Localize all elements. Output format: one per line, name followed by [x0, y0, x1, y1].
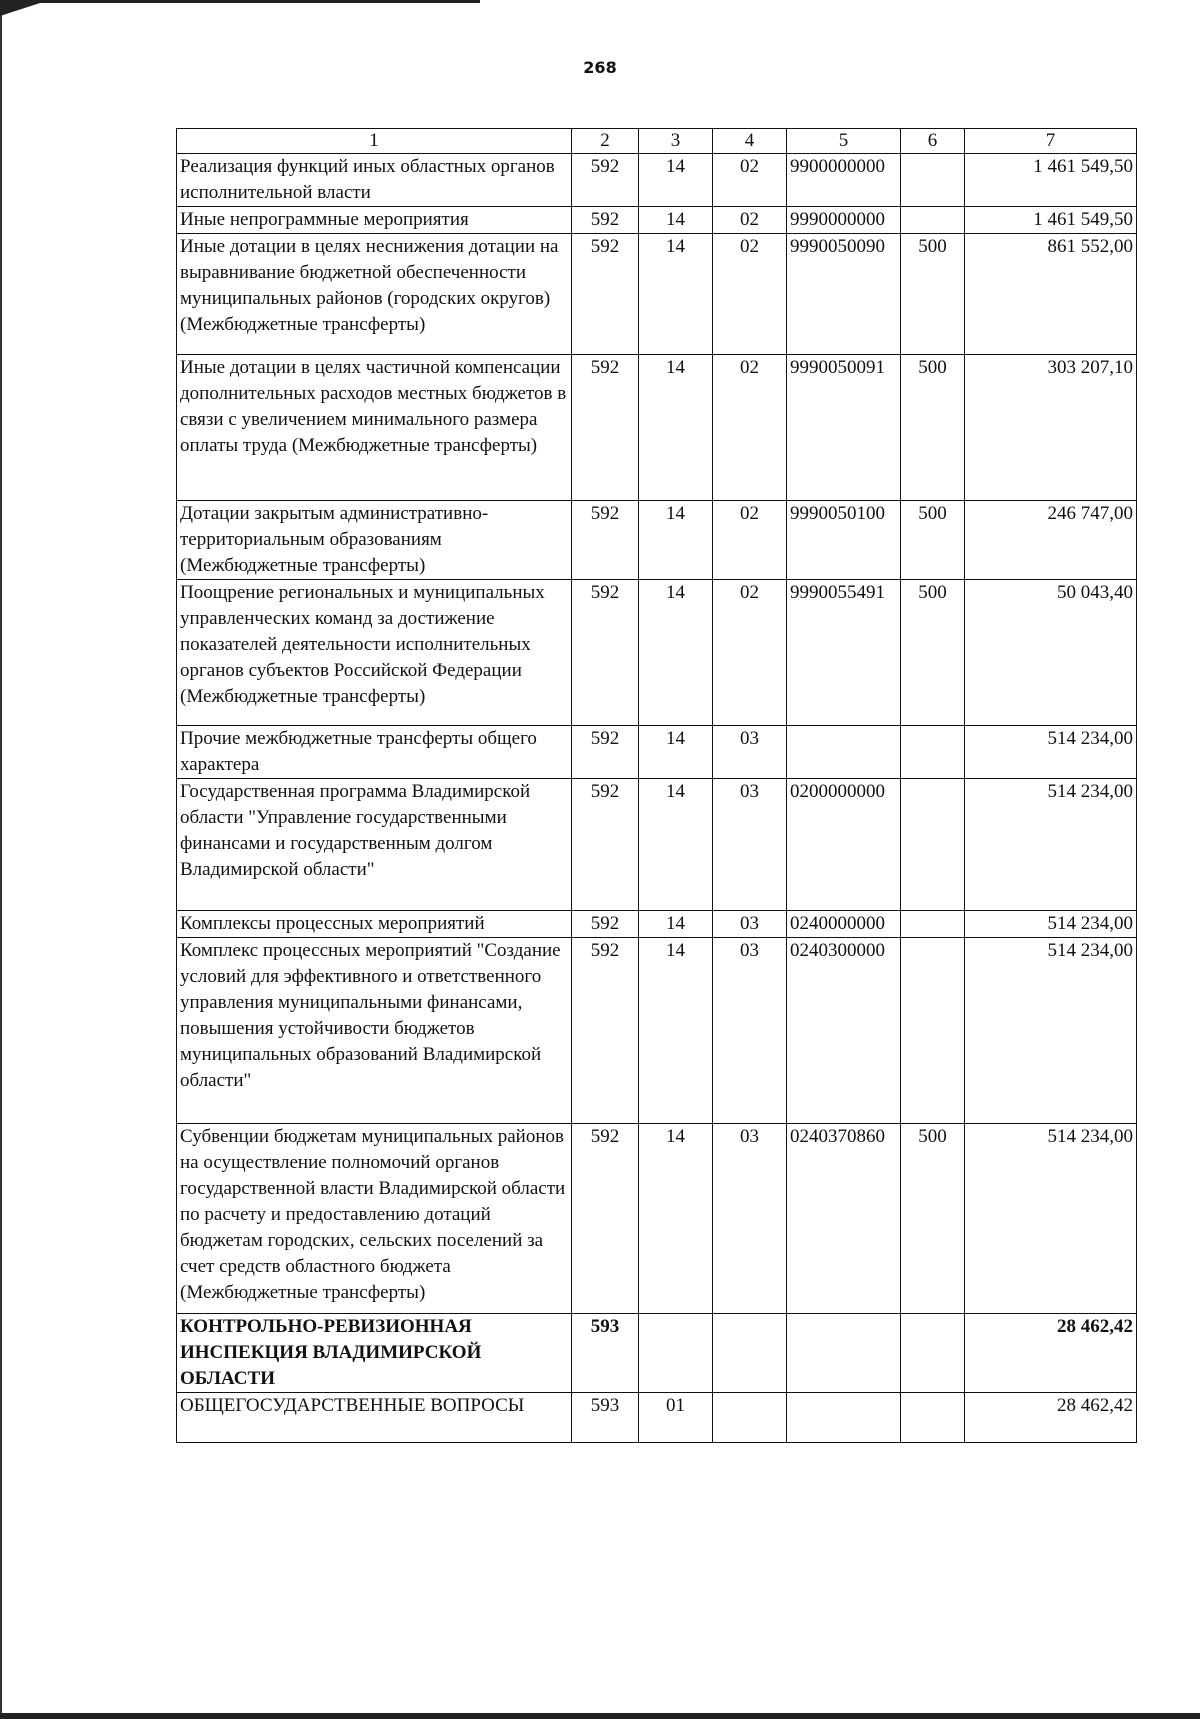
row-subsection-cell: 02 [713, 501, 787, 580]
row-section-cell: 14 [639, 580, 713, 726]
scan-bottom-edge [0, 1713, 1200, 1719]
table-row [177, 938, 1137, 1124]
row-code-cell: 592 [572, 154, 639, 207]
row-name-cell: Иные дотации в целях частичной компенсации дополнительных расходов местных бюджетов в связи с увеличением минимального размера оплаты труда (Межбюджетные трансферты) [177, 355, 572, 501]
header-col-6: 6 [901, 129, 965, 154]
row-subsection-cell: 02 [713, 154, 787, 207]
table-row [177, 1393, 1137, 1443]
row-target-cell [787, 1314, 901, 1393]
row-target-cell: 0240370860 [787, 1124, 901, 1314]
table-body [177, 154, 1137, 1443]
row-section-cell: 14 [639, 1124, 713, 1314]
table-row [177, 501, 1137, 580]
row-section-cell: 14 [639, 234, 713, 355]
row-type-cell: 500 [901, 355, 965, 501]
row-target-cell: 0200000000 [787, 779, 901, 911]
row-type-cell [901, 911, 965, 938]
row-name-cell: Государственная программа Владимирской области "Управление государственными финансами и государственным долгом Владимирской области" [177, 779, 572, 911]
row-amount-cell: 514 234,00 [965, 1124, 1137, 1314]
row-amount-cell: 514 234,00 [965, 726, 1137, 779]
row-code-cell: 592 [572, 580, 639, 726]
table-row [177, 726, 1137, 779]
row-type-cell [901, 1393, 965, 1443]
row-target-cell: 9900000000 [787, 154, 901, 207]
row-code-cell: 593 [572, 1393, 639, 1443]
row-code-cell: 593 [572, 1314, 639, 1393]
row-target-cell: 0240300000 [787, 938, 901, 1124]
row-target-cell: 9990050090 [787, 234, 901, 355]
row-section-cell: 14 [639, 355, 713, 501]
row-code-cell: 592 [572, 779, 639, 911]
row-amount-cell: 1 461 549,50 [965, 154, 1137, 207]
row-section-cell: 14 [639, 207, 713, 234]
table-row [177, 1314, 1137, 1393]
row-code-cell: 592 [572, 501, 639, 580]
row-name-cell: Комплексы процессных мероприятий [177, 911, 572, 938]
row-subsection-cell: 03 [713, 779, 787, 911]
row-amount-cell: 28 462,42 [965, 1314, 1137, 1393]
row-name-cell: Иные дотации в целях неснижения дотации на выравнивание бюджетной обеспеченности муниципальных районов (городских округов) (Межбюджетные трансферты) [177, 234, 572, 355]
row-amount-cell: 1 461 549,50 [965, 207, 1137, 234]
row-code-cell: 592 [572, 355, 639, 501]
row-code-cell: 592 [572, 911, 639, 938]
row-subsection-cell: 03 [713, 911, 787, 938]
row-section-cell [639, 1314, 713, 1393]
row-code-cell: 592 [572, 207, 639, 234]
row-name-cell: Комплекс процессных мероприятий "Создание условий для эффективного и ответственного управления муниципальными финансами, повышения устойчивости бюджетов муниципальных образований Владимирской области" [177, 938, 572, 1124]
row-section-cell: 14 [639, 779, 713, 911]
row-subsection-cell: 03 [713, 1124, 787, 1314]
row-section-cell: 14 [639, 911, 713, 938]
row-subsection-cell: 02 [713, 580, 787, 726]
row-code-cell: 592 [572, 726, 639, 779]
row-amount-cell: 514 234,00 [965, 779, 1137, 911]
row-section-cell: 14 [639, 154, 713, 207]
row-amount-cell: 514 234,00 [965, 911, 1137, 938]
row-amount-cell: 303 207,10 [965, 355, 1137, 501]
row-subsection-cell: 02 [713, 207, 787, 234]
row-name-cell: Поощрение региональных и муниципальных управленческих команд за достижение показателей деятельности исполнительных органов субъектов Российской Федерации (Межбюджетные трансферты) [177, 580, 572, 726]
row-amount-cell: 246 747,00 [965, 501, 1137, 580]
row-target-cell: 9990000000 [787, 207, 901, 234]
page-number: 268 [583, 58, 617, 77]
row-name-cell: Дотации закрытым административно-территориальным образованиям (Межбюджетные трансферты) [177, 501, 572, 580]
row-target-cell: 0240000000 [787, 911, 901, 938]
row-type-cell [901, 1314, 965, 1393]
row-section-cell: 14 [639, 726, 713, 779]
header-col-5: 5 [787, 129, 901, 154]
table-row [177, 1124, 1137, 1314]
row-type-cell [901, 154, 965, 207]
row-code-cell: 592 [572, 938, 639, 1124]
header-col-4: 4 [713, 129, 787, 154]
row-section-cell: 01 [639, 1393, 713, 1443]
row-section-cell: 14 [639, 501, 713, 580]
row-target-cell: 9990050091 [787, 355, 901, 501]
header-col-1: 1 [177, 129, 572, 154]
table-row [177, 234, 1137, 355]
row-name-cell: Прочие межбюджетные трансферты общего характера [177, 726, 572, 779]
header-col-3: 3 [639, 129, 713, 154]
row-target-cell: 9990055491 [787, 580, 901, 726]
row-name-cell: Субвенции бюджетам муниципальных районов на осуществление полномочий органов государственной власти Владимирской области по расчету и предоставлению дотаций бюджетам городских, сельских поселений за счет средств областного бюджета (Межбюджетные трансферты) [177, 1124, 572, 1314]
row-type-cell: 500 [901, 501, 965, 580]
row-target-cell: 9990050100 [787, 501, 901, 580]
row-amount-cell: 514 234,00 [965, 938, 1137, 1124]
row-code-cell: 592 [572, 1124, 639, 1314]
table-row [177, 154, 1137, 207]
table-row [177, 779, 1137, 911]
table-row [177, 911, 1137, 938]
scan-left-edge [0, 0, 2, 1719]
row-name-cell: Реализация функций иных областных органов исполнительной власти [177, 154, 572, 207]
table-row [177, 580, 1137, 726]
row-target-cell [787, 1393, 901, 1443]
row-code-cell: 592 [572, 234, 639, 355]
row-subsection-cell: 02 [713, 355, 787, 501]
row-amount-cell: 28 462,42 [965, 1393, 1137, 1443]
row-target-cell [787, 726, 901, 779]
row-amount-cell: 861 552,00 [965, 234, 1137, 355]
row-type-cell [901, 207, 965, 234]
header-col-7: 7 [965, 129, 1137, 154]
row-type-cell [901, 726, 965, 779]
row-subsection-cell: 03 [713, 938, 787, 1124]
row-name-cell: КОНТРОЛЬНО-РЕВИЗИОННАЯ ИНСПЕКЦИЯ ВЛАДИМИРСКОЙ ОБЛАСТИ [177, 1314, 572, 1393]
header-col-2: 2 [572, 129, 639, 154]
row-type-cell: 500 [901, 580, 965, 726]
row-name-cell: Иные непрограммные мероприятия [177, 207, 572, 234]
row-amount-cell: 50 043,40 [965, 580, 1137, 726]
row-subsection-cell: 03 [713, 726, 787, 779]
scan-corner-mark [0, 0, 480, 22]
table-row [177, 207, 1137, 234]
row-type-cell: 500 [901, 1124, 965, 1314]
budget-table [176, 128, 1137, 1443]
row-name-cell: ОБЩЕГОСУДАРСТВЕННЫЕ ВОПРОСЫ [177, 1393, 572, 1443]
row-subsection-cell [713, 1314, 787, 1393]
row-subsection-cell: 02 [713, 234, 787, 355]
row-type-cell [901, 938, 965, 1124]
row-section-cell: 14 [639, 938, 713, 1124]
row-type-cell: 500 [901, 234, 965, 355]
row-subsection-cell [713, 1393, 787, 1443]
table-row [177, 355, 1137, 501]
row-type-cell [901, 779, 965, 911]
table-header-row [177, 129, 1137, 154]
